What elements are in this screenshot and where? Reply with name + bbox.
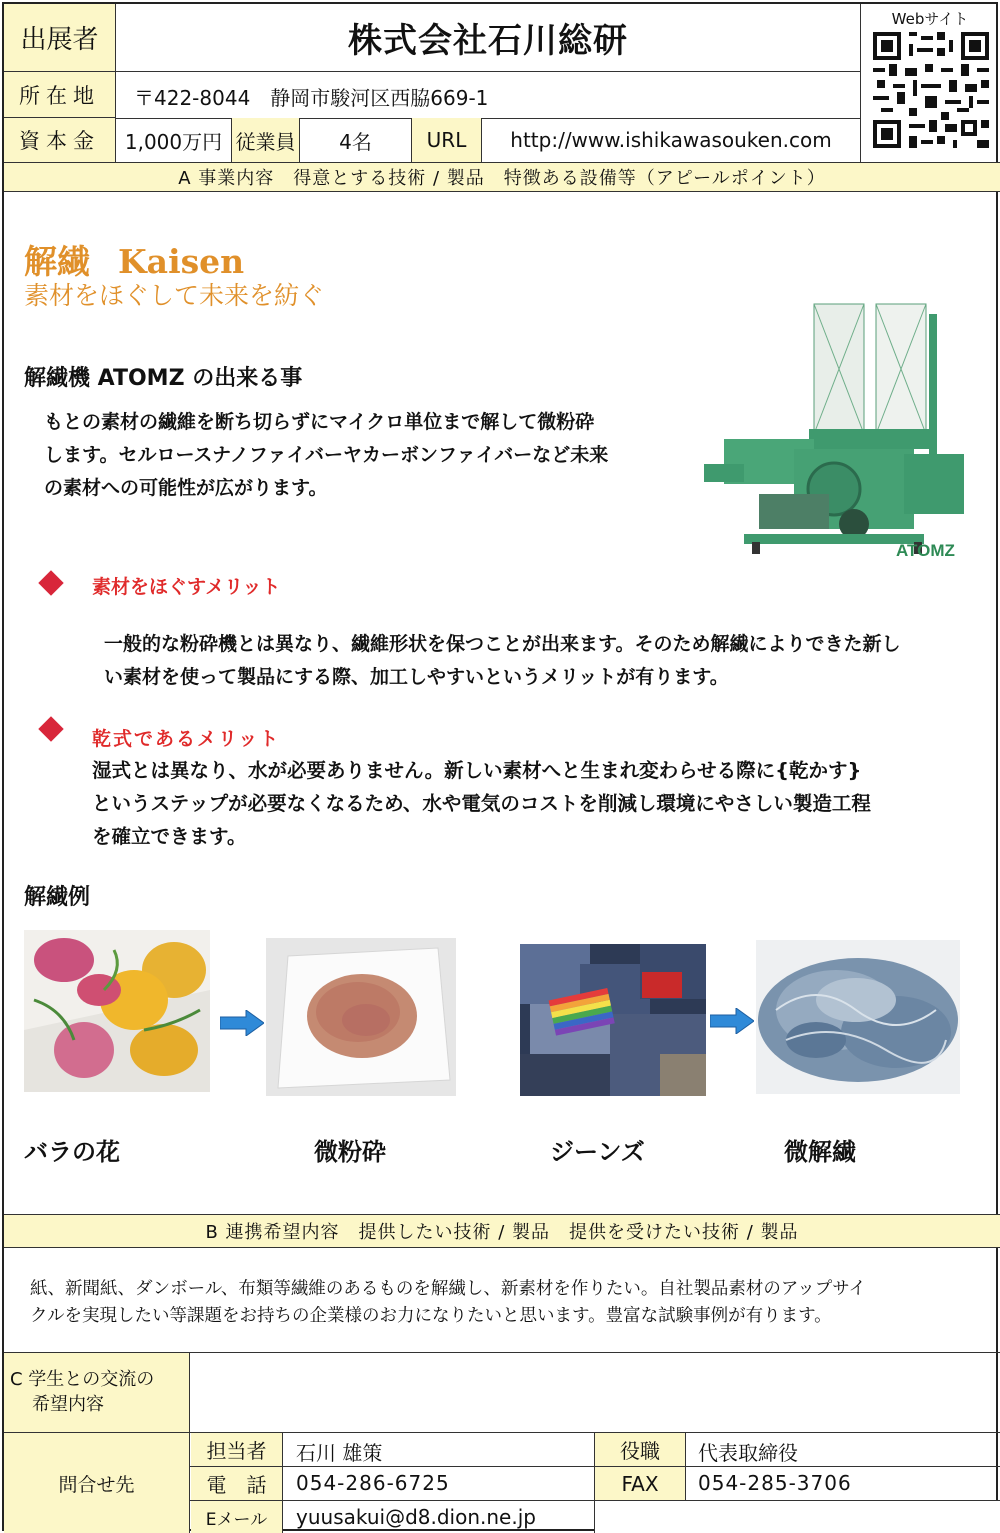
machine-heading: 解繊機 ATOMZ の出来る事 (24, 366, 303, 391)
contact-label: 問合せ先 (4, 1432, 190, 1533)
merit-1-line: い素材を使って製品にする際、加工しやすいというメリットが有ります。 (104, 666, 729, 688)
tel-label: 電 話 (191, 1467, 283, 1500)
example-caption: 微粉砕 (314, 1138, 386, 1166)
kaisen-title-en: Kaisen (118, 242, 245, 281)
person-value: 石川 雄策 (296, 1441, 383, 1465)
address-value: 〒422-8044 静岡市駿河区西脇669-1 (134, 86, 489, 110)
section-b-line: 紙、新聞紙、ダンボール、布類等繊維のあるものを解繊し、新素材を作りたい。自社製品素材のアップサイ (30, 1279, 866, 1299)
atomz-logo-text: ATOMZ (896, 541, 955, 560)
example-caption: 微解繊 (784, 1138, 856, 1166)
role-label: 役職 (594, 1433, 686, 1466)
url-link[interactable]: http://www.ishikawasouken.com (510, 128, 832, 152)
kaisen-tagline: 素材をほぐして未来を紡ぐ (24, 281, 325, 310)
section-c-heading-line: 希望内容 (32, 1394, 104, 1415)
qr-area (860, 4, 998, 162)
fine-fiber-image (756, 940, 960, 1094)
section-c-heading (4, 1352, 190, 1432)
fax-label: FAX (594, 1467, 686, 1500)
fax-value: 054-285-3706 (698, 1471, 852, 1495)
examples-heading: 解繊例 (24, 885, 91, 910)
capital-label: 資本金 (4, 118, 116, 162)
machine-description (44, 406, 684, 505)
address-label: 所在地 (4, 72, 116, 118)
merit-2-title: 乾式であるメリット (92, 728, 281, 750)
email-value[interactable]: yuusakui@d8.dion.ne.jp (296, 1505, 536, 1529)
qr-code-icon[interactable] (873, 32, 989, 148)
employees-label: 従業員 (232, 118, 300, 162)
example-caption: ジーンズ (550, 1138, 645, 1166)
machine-text-line: します。セルロースナノファイバーヤカーボンファイバーなど未来 (44, 444, 609, 466)
company-name: 株式会社石川総研 (116, 4, 860, 72)
atomz-machine-image (704, 294, 972, 576)
merit-2-line: を確立できます。 (92, 825, 247, 848)
merit-1-line: 一般的な粉砕機とは異なり、繊維形状を保つことが出来ます。そのため解繊によりできた新し (104, 633, 901, 655)
section-a-heading: A 事業内容 得意とする技術 / 製品 特徴ある設備等（アピールポイント） (4, 162, 1000, 192)
fine-powder-image (266, 938, 456, 1096)
merit-2-bullet-icon (38, 716, 63, 741)
role-value: 代表取締役 (698, 1441, 798, 1465)
email-label: Eメール (191, 1501, 283, 1533)
kaisen-title-jp: 解繊 (24, 242, 90, 281)
merit-1-text (104, 628, 984, 694)
arrow-right-icon (220, 1010, 264, 1036)
exhibitor-sheet (2, 2, 998, 1531)
employees-value: 4名 (300, 118, 412, 162)
arrow-right-icon (710, 1008, 754, 1034)
machine-text-line: もとの素材の繊維を断ち切らずにマイクロ単位まで解して微粉砕 (44, 411, 595, 433)
jeans-scraps-image (520, 944, 706, 1096)
tel-value[interactable]: 054-286-6725 (296, 1471, 450, 1495)
merit-2-line: 湿式とは異なり、水が必要ありません。新しい素材へと生まれ変わらせる際に{乾かす} (92, 759, 862, 782)
exhibitor-label: 出展者 (4, 4, 116, 72)
merit-1-title: 素材をほぐすメリット (92, 576, 281, 598)
example-caption: バラの花 (24, 1138, 120, 1166)
person-label: 担当者 (191, 1433, 283, 1466)
merit-2-text (92, 754, 992, 853)
section-b-line: クルを実現したい等課題をお持ちの企業様のお力になりたいと思います。豊富な試験事例が有ります。 (30, 1306, 832, 1326)
merit-1-bullet-icon (38, 570, 63, 595)
url-label: URL (412, 118, 482, 162)
rose-flowers-image (24, 930, 210, 1092)
machine-text-line: の素材への可能性が広がります。 (44, 477, 328, 499)
section-b-text (30, 1276, 990, 1330)
section-c-heading-line: C 学生との交流の (10, 1369, 155, 1390)
merit-2-line: というステップが必要なくなるため、水や電気のコストを削減し環境にやさしい製造工程 (92, 792, 871, 815)
email-row-filler (594, 1501, 1000, 1533)
section-b-heading: B 連携希望内容 提供したい技術 / 製品 提供を受けたい技術 / 製品 (4, 1214, 1000, 1248)
section-c-value (190, 1352, 1000, 1432)
website-label: Webサイト (891, 10, 969, 28)
capital-value: 1,000万円 (116, 118, 232, 162)
